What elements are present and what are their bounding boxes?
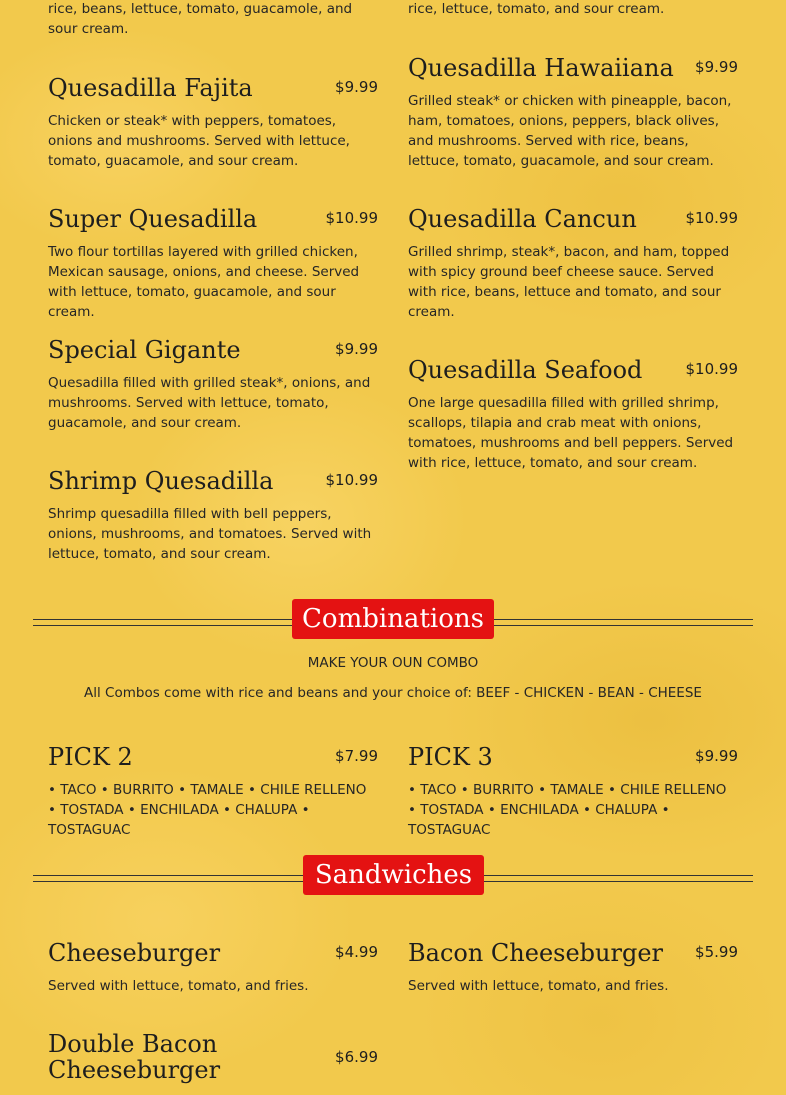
item-price: $10.99	[325, 209, 378, 227]
item-name: Bacon Cheeseburger	[408, 939, 663, 967]
item-price: $10.99	[685, 209, 738, 227]
item-description: Served with lettuce, tomato, and fries.	[408, 978, 669, 994]
combo-note: All Combos come with rice and beans and your choice of: BEEF - CHICKEN - BEAN - CHEESE	[84, 685, 702, 701]
combo-subtitle: MAKE YOUR OUN COMBO	[307, 655, 479, 671]
item-name: Shrimp Quesadilla	[48, 467, 274, 495]
item-price: $10.99	[325, 471, 378, 489]
item-name: Special Gigante	[48, 336, 241, 364]
prev-item-description-left: rice, beans, lettuce, tomato, guacamole, and sour cream.	[48, 1, 353, 37]
item-description: Served with lettuce, tomato, and fries.	[48, 978, 309, 994]
item-price: $9.99	[335, 340, 378, 358]
item-price: $9.99	[695, 747, 738, 765]
item-name: PICK 3	[408, 743, 493, 771]
item-price: $9.99	[695, 58, 738, 76]
item-price: $5.99	[695, 943, 738, 961]
item-description: Quesadilla filled with grilled steak*, onions, and mushrooms. Served with lettuce, tomato, guacamole, and sour cream.	[48, 375, 371, 431]
item-description: Grilled shrimp, steak*, bacon, and ham, topped with spicy ground beef cheese sauce. Served with rice, beans, lettuce and tomato, and sour cream.	[408, 244, 730, 320]
item-description: Grilled steak* or chicken with pineapple, bacon, ham, tomatoes, onions, peppers, black olives, and mushrooms. Served with rice, beans, lettuce, tomato, guacamole, and sour cream.	[408, 93, 732, 169]
item-description: Shrimp quesadilla filled with bell peppers, onions, mushrooms, and tomatoes. Served with lettuce, tomato, and sour cream.	[48, 506, 372, 562]
item-description: One large quesadilla filled with grilled shrimp, scallops, tilapia and crab meat with onions, tomatoes, mushrooms and bell peppers. Served with rice, lettuce, tomato, and sour cream.	[408, 395, 734, 471]
item-price: $10.99	[685, 360, 738, 378]
item-description: Two flour tortillas layered with grilled chicken, Mexican sausage, onions, and cheese. Served with lettuce, tomato, guacamole, and sour cream.	[48, 244, 360, 320]
item-name: Quesadilla Seafood	[408, 356, 643, 384]
item-price: $9.99	[335, 78, 378, 96]
item-name: Quesadilla Cancun	[408, 205, 637, 233]
item-price: $4.99	[335, 943, 378, 961]
item-description: Chicken or steak* with peppers, tomatoes, onions and mushrooms. Served with lettuce, tomato, guacamole, and sour cream.	[48, 113, 350, 169]
item-name: Quesadilla Fajita	[48, 74, 253, 102]
item-name: Double Bacon Cheeseburger	[48, 1030, 221, 1084]
item-name: Cheeseburger	[48, 939, 221, 967]
item-name: PICK 2	[48, 743, 133, 771]
item-name: Quesadilla Hawaiiana	[408, 54, 674, 82]
section-title-combinations: Combinations	[292, 599, 494, 639]
item-description: • TACO • BURRITO • TAMALE • CHILE RELLENO • TOSTADA • ENCHILADA • CHALUPA • TOSTAGUAC	[48, 782, 367, 838]
item-price: $6.99	[335, 1048, 378, 1066]
section-title-sandwiches: Sandwiches	[303, 855, 484, 895]
item-price: $7.99	[335, 747, 378, 765]
item-name: Super Quesadilla	[48, 205, 258, 233]
prev-item-description-right: rice, lettuce, tomato, and sour cream.	[408, 1, 665, 17]
item-description: • TACO • BURRITO • TAMALE • CHILE RELLENO • TOSTADA • ENCHILADA • CHALUPA • TOSTAGUAC	[408, 782, 727, 838]
